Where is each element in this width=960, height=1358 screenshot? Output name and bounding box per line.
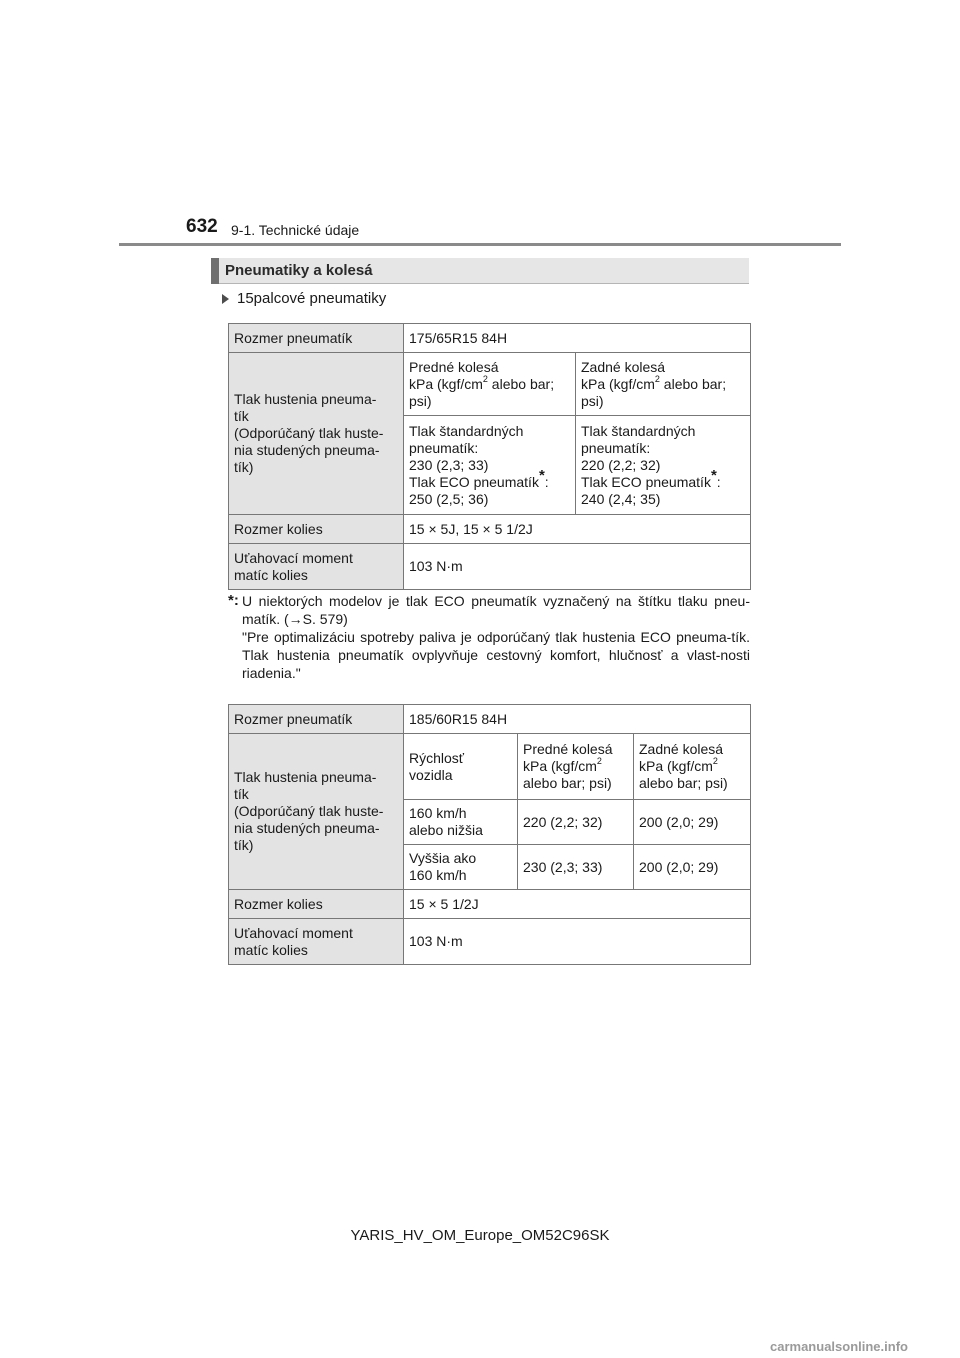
tire-size-label: Rozmer pneumatík [229, 705, 404, 734]
front-wheels-header: Predné kolesá kPa ($kgf/cm^2$ alebo bar; psi) [404, 353, 576, 416]
table-row [229, 890, 751, 919]
subheading-text: 15palcové pneumatiky [237, 290, 387, 307]
chapter-title: 9-1. Technické údaje [231, 222, 360, 238]
wheel-size-label: Rozmer kolies [229, 515, 404, 544]
footnote [228, 592, 750, 682]
rear-wheels-header: Zadné kolesá kPa ($kgf/cm^2$ alebo bar; psi) [576, 353, 751, 416]
table-row [229, 544, 751, 590]
footnote-text-1: U niektorých modelov je tlak ECO pneumatík vyznačený na štítku tlaku pneu-matík. (→S. 579) [242, 593, 750, 627]
front-wheels-header: Predné kolesá kPa ($kgf/cm^2$ alebo bar; psi) [518, 734, 634, 800]
table-row [229, 324, 751, 353]
section-heading [211, 258, 749, 284]
torque-label: Uťahovací moment matíc kolies [229, 919, 404, 965]
footnote-mark: *: [228, 592, 239, 609]
header-rule [119, 243, 841, 246]
table-row [229, 705, 751, 734]
document-footer: YARIS_HV_OM_Europe_OM52C96SK [350, 1227, 610, 1244]
rear-pressure-cell: 200 (2,0; 29) [634, 845, 751, 890]
wheel-size-label: Rozmer kolies [229, 890, 404, 919]
table-row [229, 919, 751, 965]
rear-pressure-cell: 200 (2,0; 29) [634, 800, 751, 845]
vehicle-speed-header: Rýchlosť vozidla [404, 734, 518, 800]
tire-spec-table-185 [228, 704, 751, 965]
watermark: carmanualsonline.info [770, 1339, 908, 1354]
tire-size-label: Rozmer pneumatík [229, 324, 404, 353]
wheel-size-value: 15 × 5J, 15 × 5 1/2J [404, 515, 751, 544]
speed-cell: Vyššia ako 160 km/h [404, 845, 518, 890]
pressure-label: Tlak hustenia pneuma- tík (Odporúčaný tlak huste- nia studených pneuma- tík) [229, 353, 404, 515]
front-pressure-cell: 230 (2,3; 33) [518, 845, 634, 890]
tire-size-value: 185/60R15 84H [404, 705, 751, 734]
front-pressure-values: Tlak štandardných pneumatík: 230 (2,3; 33) Tlak ECO pneumatík*: 250 (2,5; 36) [404, 416, 576, 515]
wheel-size-value: 15 × 5 1/2J [404, 890, 751, 919]
tire-spec-table-175 [228, 323, 751, 590]
table-row [229, 515, 751, 544]
section-title: Pneumatiky a kolesá [225, 262, 373, 279]
table-row [229, 353, 751, 416]
rear-wheels-header: Zadné kolesá kPa ($kgf/cm^2$ alebo bar; psi) [634, 734, 751, 800]
rear-pressure-values: Tlak štandardných pneumatík: 220 (2,2; 32) Tlak ECO pneumatík*: 240 (2,4; 35) [576, 416, 751, 515]
subheading [222, 290, 386, 307]
torque-value: 103 N·m [404, 544, 751, 590]
page-number: 632 [186, 216, 218, 237]
tire-size-value: 175/65R15 84H [404, 324, 751, 353]
triangle-bullet-icon [222, 294, 229, 304]
pressure-label: Tlak hustenia pneuma- tík (Odporúčaný tlak huste- nia studených pneuma- tík) [229, 734, 404, 890]
speed-cell: 160 km/h alebo nižšia [404, 800, 518, 845]
section-marker [211, 258, 219, 284]
torque-label: Uťahovací moment matíc kolies [229, 544, 404, 590]
table-row [229, 734, 751, 800]
torque-value: 103 N·m [404, 919, 751, 965]
front-pressure-cell: 220 (2,2; 32) [518, 800, 634, 845]
footnote-text-2: "Pre optimalizáciu spotreby paliva je odporúčaný tlak hustenia ECO pneuma-tík. Tlak hustenia pneumatík ovplyvňuje cestovný komfort, hlučnosť a vlast-nosti riadenia." [242, 629, 750, 681]
